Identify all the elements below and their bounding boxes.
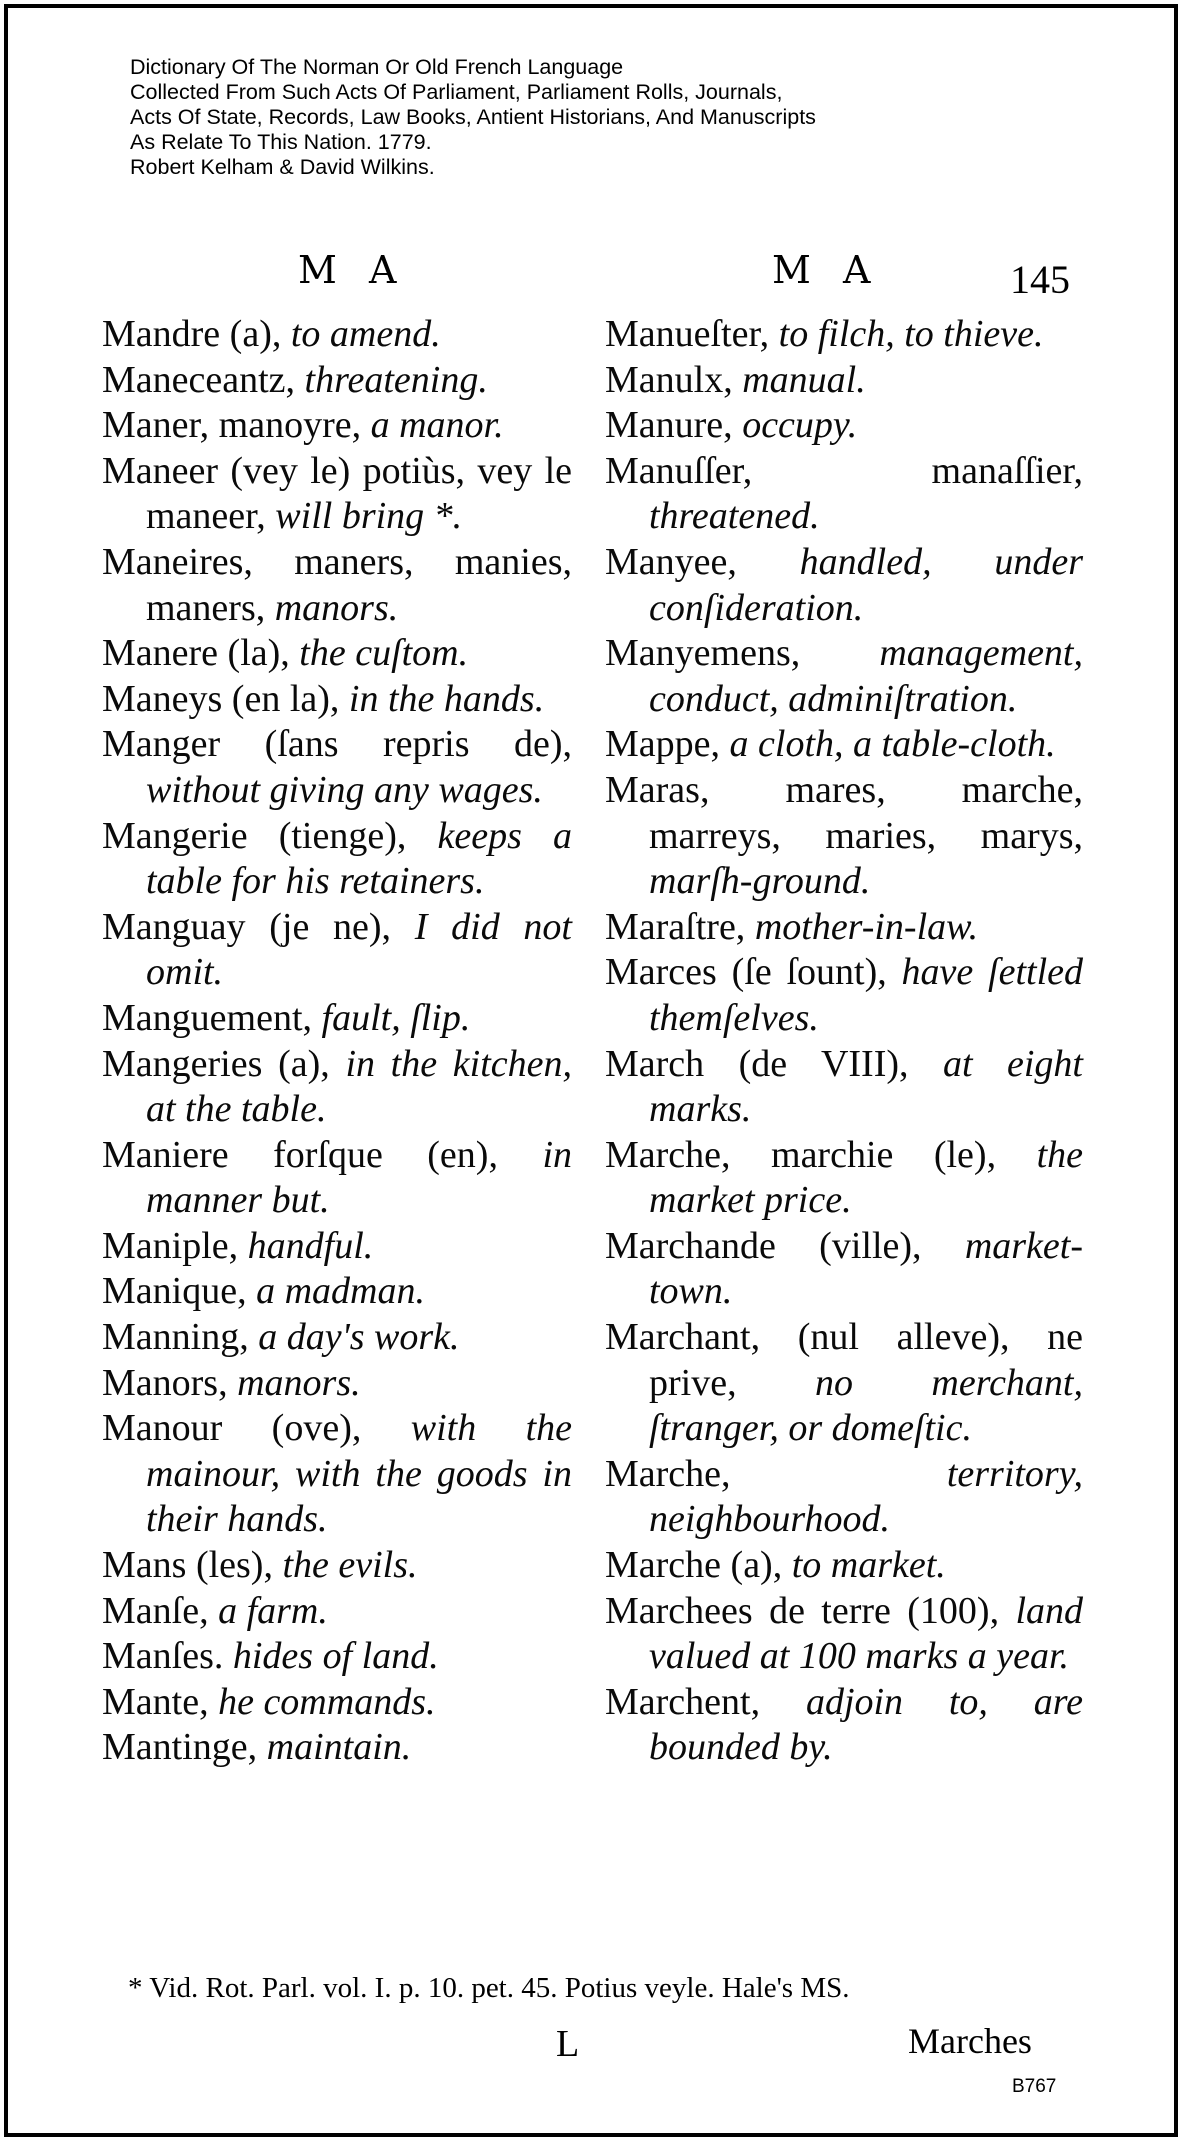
entry-definition: no merchant, ſtranger, or domeſtic.: [649, 1361, 1083, 1450]
entry-definition: market-town.: [649, 1224, 1083, 1313]
entry-definition: a cloth, a table-cloth.: [729, 723, 1056, 766]
entry-term: Marche, marchie (le),: [605, 1133, 997, 1176]
entry-definition: to amend.: [290, 313, 441, 355]
dictionary-entry: [102, 1634, 572, 1680]
entry-definition: have ſettled themſelves.: [649, 951, 1083, 1039]
dictionary-entry: [102, 1042, 572, 1133]
entry-term: Manueſter,: [605, 313, 770, 355]
entry-term: Manique,: [102, 1270, 247, 1313]
entry-definition: a madman.: [256, 1270, 425, 1313]
entry-term: Mante,: [102, 1680, 209, 1723]
dictionary-entry: [102, 631, 572, 677]
entry-definition: handful.: [247, 1224, 374, 1267]
entry-term: Mans (les),: [102, 1544, 273, 1587]
entry-term: Manſes.: [102, 1635, 224, 1678]
dictionary-entry: [605, 358, 1083, 404]
entry-term: Manguay (je ne),: [102, 905, 392, 948]
dictionary-entry: [605, 1315, 1083, 1452]
entry-term: Manning,: [102, 1316, 249, 1359]
entry-term: Marchent,: [605, 1680, 761, 1723]
dictionary-entry: [102, 1224, 572, 1270]
dictionary-entry: [605, 768, 1083, 905]
dictionary-entry: [102, 1406, 572, 1543]
dictionary-entry: [102, 312, 572, 358]
entry-definition: manual.: [742, 358, 866, 401]
catchword: Marches: [908, 2021, 1032, 2061]
dictionary-entry: [102, 1680, 572, 1726]
entry-definition: a day's work.: [258, 1316, 460, 1359]
entry-term: Marche (a),: [605, 1544, 783, 1587]
dictionary-entry: [605, 905, 1083, 951]
dictionary-entry: [605, 722, 1083, 768]
entry-definition: in the hands.: [348, 677, 545, 720]
entry-definition: manors.: [237, 1361, 361, 1404]
entry-definition: a manor.: [370, 404, 504, 447]
signature-mark: L: [556, 2023, 580, 2065]
dictionary-entry: [605, 631, 1083, 722]
entry-term: Maras, mares, marche, marreys, maries, marys,: [605, 768, 1083, 857]
entry-definition: marſh-ground.: [649, 860, 871, 903]
entry-definition: to filch, to thieve.: [778, 313, 1044, 355]
entry-definition: will bring *.: [275, 495, 463, 538]
entry-definition: in manner but.: [146, 1133, 573, 1222]
entry-term: Maneires, maners, manies, maners,: [102, 540, 572, 629]
running-head-right: M A: [772, 248, 881, 292]
dictionary-entry: [102, 1315, 572, 1361]
dictionary-entry: [605, 1589, 1083, 1680]
dictionary-entry: [102, 905, 572, 996]
entry-term: Manulx,: [605, 358, 733, 401]
entry-term: Marces (ſe ſount),: [605, 951, 887, 994]
entry-term: Mantinge,: [102, 1726, 258, 1769]
entry-term: Mandre (a),: [102, 313, 282, 355]
entry-definition: hides of land.: [232, 1635, 439, 1678]
dictionary-entry: [102, 677, 572, 723]
dictionary-entry: [102, 1269, 572, 1315]
entry-definition: manors.: [274, 586, 399, 629]
dictionary-entry: [102, 996, 572, 1042]
entry-term: Mangeries (a),: [102, 1042, 330, 1085]
right-column: [605, 312, 1083, 1771]
dictionary-entry: [605, 950, 1083, 1041]
dictionary-entry: [102, 358, 572, 404]
entry-term: Maneer (vey le) potiùs, vey le maneer,: [102, 449, 572, 538]
entry-term: Manors,: [102, 1361, 228, 1404]
entry-definition: he commands.: [218, 1680, 436, 1723]
entry-term: Manuſſer, manaſſier,: [605, 449, 1083, 492]
entry-term: Maner, manoyre,: [102, 404, 362, 447]
entry-term: Manſe,: [102, 1589, 209, 1632]
entry-definition: to market.: [791, 1544, 946, 1587]
entry-definition: handled, under conſideration.: [649, 540, 1083, 629]
header-line: Dictionary Of The Norman Or Old French Language: [130, 55, 624, 79]
entry-definition: threatened.: [649, 495, 820, 538]
dictionary-entry: [102, 814, 572, 905]
dictionary-entry: [102, 722, 572, 813]
entry-term: Manyemens,: [605, 632, 801, 675]
dictionary-entry: [605, 540, 1083, 631]
entry-definition: the market price.: [649, 1133, 1083, 1222]
dictionary-entry: [102, 1543, 572, 1589]
entry-definition: threatening.: [304, 358, 488, 401]
header-line: Collected From Such Acts Of Parliament, Parliament Rolls, Journals,: [130, 80, 783, 104]
entry-term: Marchant, (nul alleve), ne prive,: [605, 1316, 1083, 1404]
dictionary-entry: [605, 1042, 1083, 1133]
dictionary-entry: [605, 1452, 1083, 1543]
header-line: Robert Kelham & David Wilkins.: [130, 155, 435, 179]
source-header: [130, 55, 1030, 180]
reference-code: B767: [1012, 2076, 1057, 2097]
entry-term: Manyee,: [605, 540, 737, 583]
dictionary-entry: [102, 403, 572, 449]
dictionary-entry: [605, 1543, 1083, 1589]
entry-term: Manour (ove),: [102, 1407, 362, 1450]
dictionary-entry: [605, 449, 1083, 540]
entry-term: Maneys (en la),: [102, 677, 340, 720]
entry-term: Marchande (ville),: [605, 1224, 922, 1267]
dictionary-entry: [605, 312, 1083, 358]
entry-definition: with the mainour, with the goods in their hands.: [146, 1407, 572, 1541]
dictionary-entry: [102, 449, 572, 540]
entry-term: Manure,: [605, 404, 733, 447]
entry-term: Maneceantz,: [102, 358, 296, 401]
entry-term: Maniple,: [102, 1224, 239, 1267]
entry-term: Marchees de terre (100),: [605, 1589, 1000, 1632]
entry-term: Marche,: [605, 1452, 731, 1495]
running-head-left: M A: [298, 248, 407, 292]
entry-definition: the evils.: [282, 1544, 418, 1587]
entry-definition: fault, ſlip.: [321, 996, 471, 1039]
entry-definition: occupy.: [742, 404, 858, 447]
entry-definition: keeps a table for his retainers.: [146, 814, 573, 903]
footnote: * Vid. Rot. Parl. vol. I. p. 10. pet. 45. Potius veyle. Hale's MS.: [128, 1972, 850, 2004]
entry-definition: land valued at 100 marks a year.: [649, 1589, 1084, 1678]
entry-definition: the cuſtom.: [299, 632, 469, 675]
dictionary-entry: [102, 1361, 572, 1407]
left-column: [102, 312, 572, 1771]
entry-definition: mother-in-law.: [754, 905, 979, 948]
dictionary-entry: [605, 1680, 1083, 1771]
entry-definition: territory, neighbourhood.: [649, 1452, 1083, 1541]
dictionary-entry: [102, 1589, 572, 1635]
dictionary-entry: [605, 1224, 1083, 1315]
entry-term: Manguement,: [102, 996, 313, 1039]
entry-term: March (de VIII),: [605, 1042, 909, 1085]
entry-definition: maintain.: [266, 1726, 412, 1769]
entry-term: Maniere forſque (en),: [102, 1133, 498, 1176]
dictionary-entry: [102, 1133, 572, 1224]
entry-term: Manere (la),: [102, 632, 290, 675]
dictionary-entry: [605, 1133, 1083, 1224]
entry-term: Maraſtre,: [605, 905, 746, 948]
entry-definition: management, conduct, adminiſtration.: [649, 632, 1083, 720]
entry-definition: at eight marks.: [649, 1042, 1083, 1131]
entry-definition: adjoin to, are bounded by.: [649, 1680, 1084, 1769]
entry-term: Manger (ſans repris de),: [102, 723, 572, 766]
header-line: Acts Of State, Records, Law Books, Antient Historians, And Manuscripts: [130, 105, 816, 129]
dictionary-entry: [102, 540, 572, 631]
header-line: As Relate To This Nation. 1779.: [130, 130, 432, 154]
entry-term: Mangerie (tienge),: [102, 814, 407, 857]
page-number: 145: [1010, 257, 1070, 302]
entry-definition: a farm.: [218, 1589, 328, 1632]
entry-definition: in the kitchen, at the table.: [146, 1042, 572, 1131]
entry-definition: without giving any wages.: [146, 768, 543, 811]
entry-term: Mappe,: [605, 723, 721, 766]
dictionary-entry: [102, 1725, 572, 1771]
dictionary-entry: [605, 403, 1083, 449]
entry-definition: I did not omit.: [146, 905, 572, 994]
